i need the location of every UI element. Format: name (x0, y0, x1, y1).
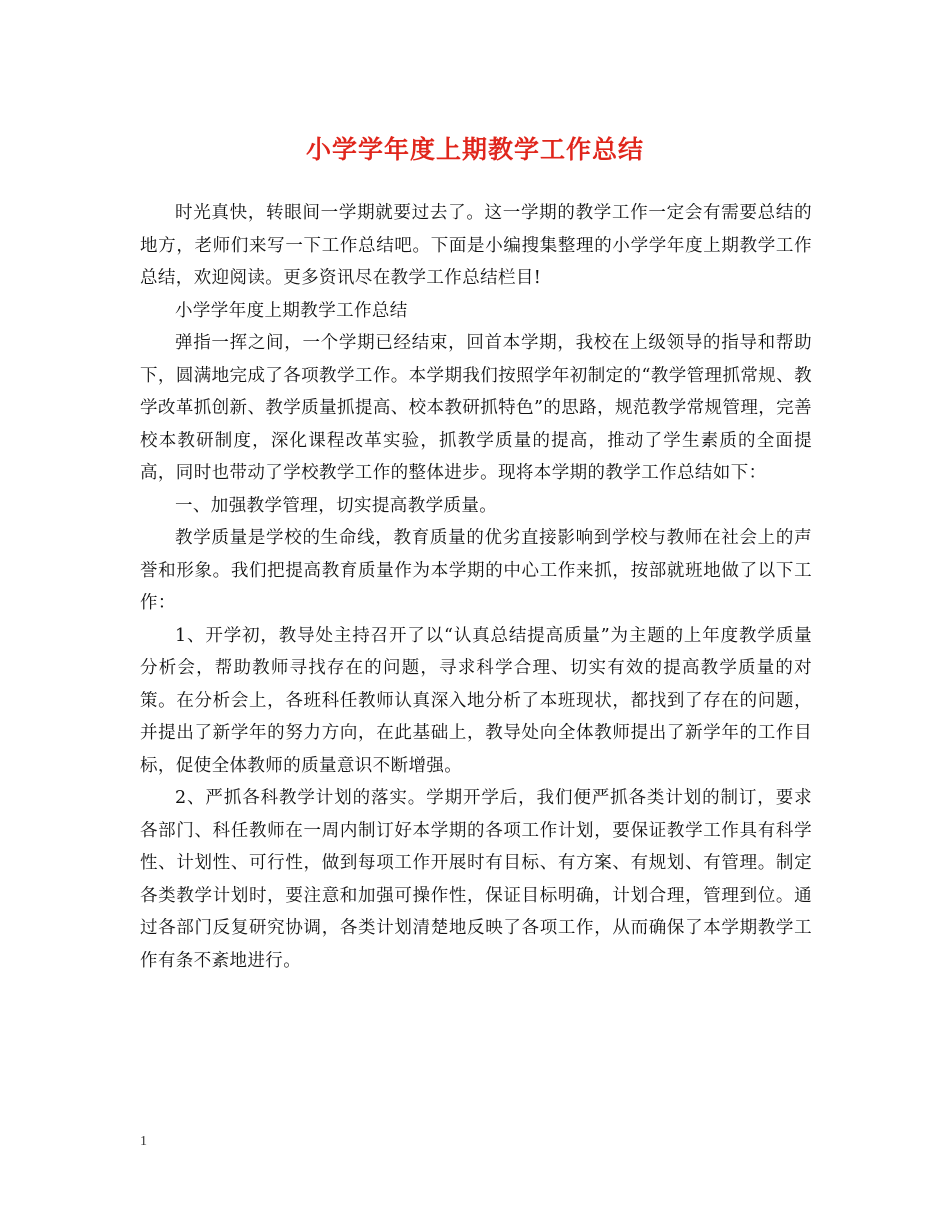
section-heading-1: 一、加强教学管理，切实提高教学质量。 (175, 495, 498, 516)
paragraph-intro: 时光真快，转眼间一学期就要过去了。这一学期的教学工作一定会有需要总结的地方，老师们来写一下工作总结吧。下面是小编搜集整理的小学学年度上期教学工作总结，欢迎阅读。更多资讯尽在教学工作总结栏目! (140, 203, 812, 288)
document-body (140, 197, 812, 977)
document-title: 小学学年度上期教学工作总结 (305, 135, 644, 164)
paragraph-overview: 弹指一挥之间，一个学期已经结束，回首本学期，我校在上级领导的指导和帮助下，圆满地完成了各项教学工作。本学期我们按照学年初制定的“教学管理抓常规、教学改革抓创新、教学质量抓提高、校本教研抓特色”的思路，规范教学常规管理，完善校本教研制度，深化课程改革实验，抓教学质量的提高，推动了学生素质的全面提高，同时也带动了学校教学工作的整体进步。现将本学期的教学工作总结如下： (140, 333, 812, 483)
paragraph-subtitle: 小学学年度上期教学工作总结 (175, 300, 408, 321)
paragraph-item-1: 1、开学初，教导处主持召开了以“认真总结提高质量”为主题的上年度教学质量分析会，帮助教师寻找存在的问题，寻求科学合理、切实有效的提高教学质量的对策。在分析会上，各班科任教师认真深入地分析了本班现状，都找到了存在的问题，并提出了新学年的努力方向，在此基础上，教导处向全体教师提出了新学年的工作目标，促使全体教师的质量意识不断增强。 (140, 625, 812, 776)
paragraph-quality: 教学质量是学校的生命线，教育质量的优劣直接影响到学校与教师在社会上的声誉和形象。我们把提高教育质量作为本学期的中心工作来抓，按部就班地做了以下工作： (140, 528, 812, 613)
page-number: 1 (140, 1134, 147, 1149)
paragraph-item-2: 2、严抓各科教学计划的落实。学期开学后，我们便严抓各类计划的制订，要求各部门、科任教师在一周内制订好本学期的各项工作计划，要保证教学工作具有科学性、计划性、可行性，做到每项工作开展时有目标、有方案、有规划、有管理。制定各类教学计划时，要注意和加强可操作性，保证目标明确，计划合理，管理到位。通过各部门反复研究协调，各类计划清楚地反映了各项工作，从而确保了本学期教学工作有条不紊地进行。 (140, 788, 812, 971)
